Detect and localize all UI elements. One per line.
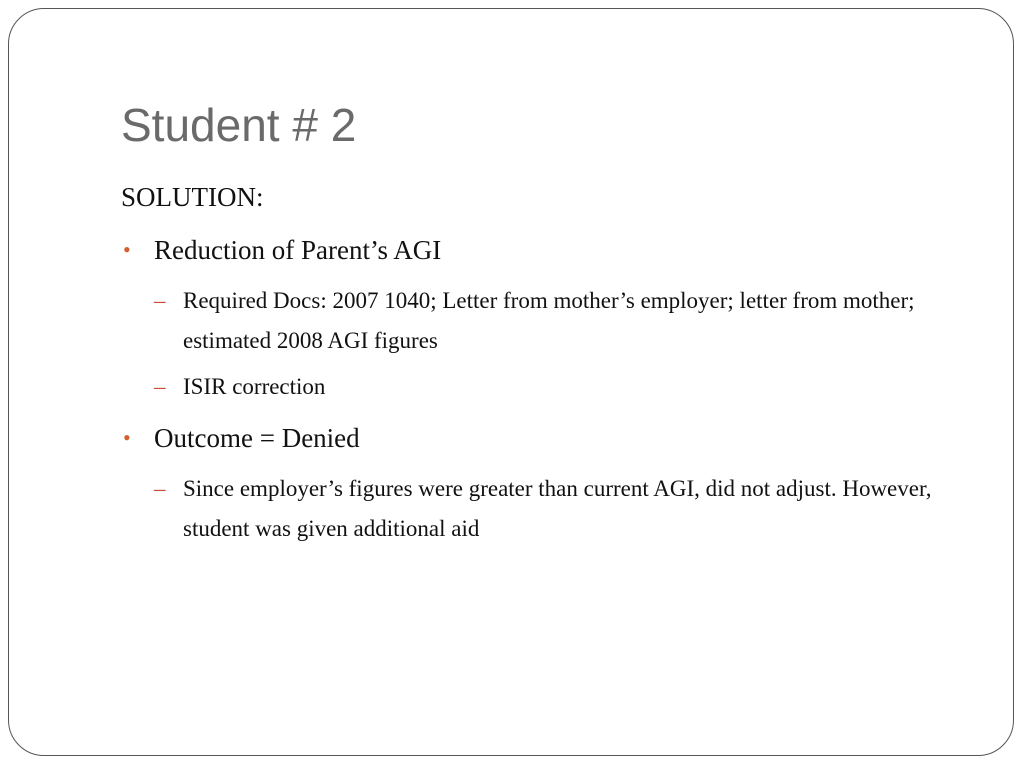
bullet-icon: • xyxy=(123,237,131,262)
subbullet-text: Since employer’s figures were greater than current AGI, did not adjust. However, student was given additional aid xyxy=(183,476,932,541)
subbullet-item-explanation xyxy=(121,469,981,549)
dash-icon: – xyxy=(154,374,166,399)
subbullet-item-required-docs xyxy=(121,281,981,361)
bullet-text: Outcome = Denied xyxy=(154,423,360,453)
subbullet-text: Required Docs: 2007 1040; Letter from mother’s employer; letter from mother; estimated 2008 AGI figures xyxy=(183,288,915,353)
bullet-text: Reduction of Parent’s AGI xyxy=(154,235,442,265)
slide-frame xyxy=(8,8,1014,756)
dash-icon: – xyxy=(154,288,166,313)
bullet-icon: • xyxy=(123,425,131,450)
subbullet-item-isir-correction xyxy=(121,367,981,407)
slide-body xyxy=(121,177,981,555)
slide-title: Student # 2 xyxy=(121,99,357,151)
solution-label: SOLUTION: xyxy=(121,182,264,212)
dash-icon: – xyxy=(154,476,166,501)
bullet-item-reduction xyxy=(121,231,981,269)
subbullet-text: ISIR correction xyxy=(183,374,326,399)
bullet-item-outcome xyxy=(121,419,981,457)
